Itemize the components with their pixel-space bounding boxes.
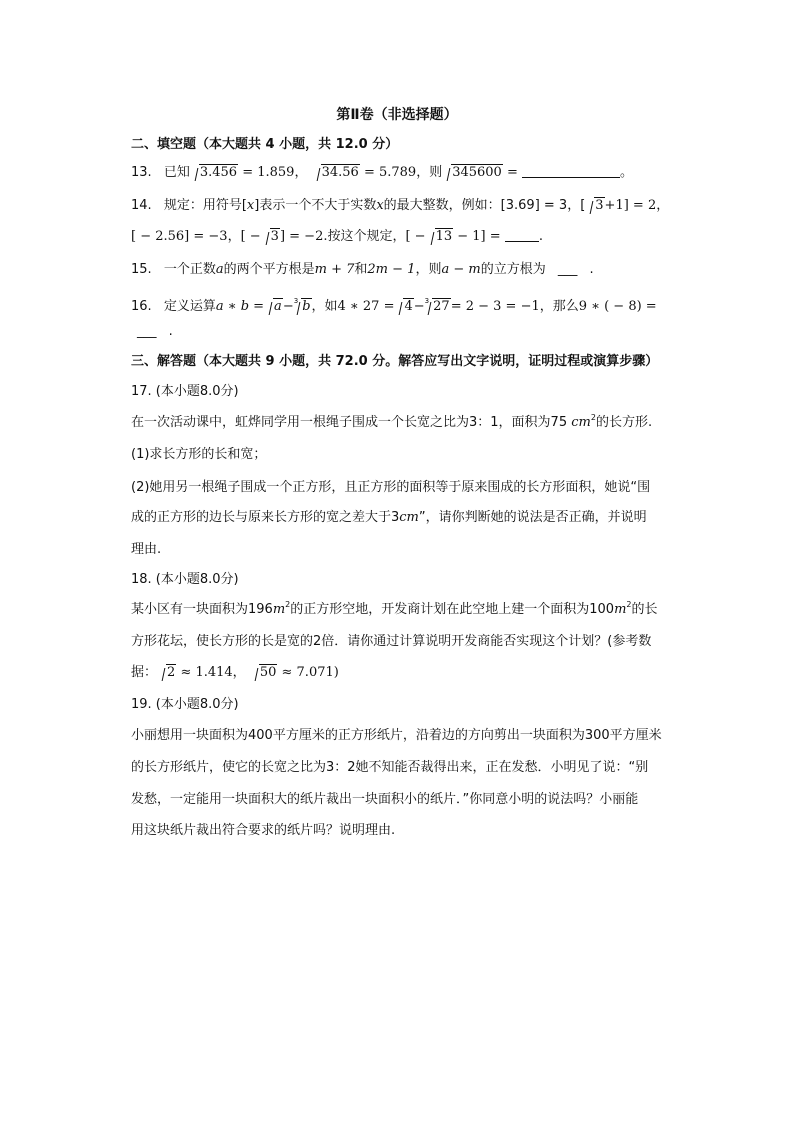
question-14-line-1: 14. 规定：用符号[x]表示一个不大于实数x的最大整数，例如：[3.69] = 3，[ 3+1] = 2， [131, 198, 670, 213]
question-16-line-2: ___ . [137, 324, 173, 339]
section-fill-in-title: 二、填空题（本大题共 4 小题，共 12.0 分） [131, 137, 399, 152]
sqrt-symbol: 3.456 [191, 164, 238, 182]
sqrt-symbol: a [265, 298, 283, 316]
sqrt-symbol: 4 [395, 298, 413, 316]
sqrt-symbol: 345600 [443, 164, 503, 182]
question-18-line-2: 方形花坛，使长方形的长是宽的2倍．请你通过计算说明开发商能否实现这个计划？(参考数 [131, 634, 652, 649]
question-19-line-4: 用这块纸片裁出符合要求的纸片吗？说明理由. [131, 823, 396, 838]
answer-blank [505, 229, 539, 242]
answer-blank [522, 165, 620, 178]
question-14-line-2: [ − 2.56] = −3，[ − 3] = −2.按这个规定，[ − 13 − 1] = . [131, 229, 543, 244]
question-17-header: 17. (本小题8.0分) [131, 384, 239, 399]
question-18-header: 18. (本小题8.0分) [131, 572, 239, 587]
answer-blank: ___ [137, 324, 157, 339]
sqrt-symbol: 13 [427, 228, 454, 246]
question-19-line-3: 发愁，一定能用一块面积大的纸片裁出一块面积小的纸片．”你同意小明的说法吗？小丽能 [131, 792, 639, 807]
question-17-line-1: 在一次活动课中，虹烨同学用一根绳子围成一个长宽之比为3：1，面积为75 $cm^2$的长方形. [131, 413, 653, 430]
question-16-line-1: 16. 定义运算a ∗ b = a−$^3$ b，如4 ∗ 27 = 4−$^3$ 27= 2 − 3 = −1，那么9 ∗ ( − 8) = [131, 297, 657, 314]
part-title: 第Ⅱ卷（非选择题） [336, 107, 458, 123]
sqrt-symbol: 3 [262, 228, 280, 246]
question-17-line-2: (1)求长方形的长和宽； [131, 447, 267, 462]
question-17-line-4: 成的正方形的边长与原来长方形的宽之差大于3cm”，请你判断她的说法是否正确，并说明 [131, 510, 647, 525]
cube-root-symbol: 27 [424, 298, 451, 316]
question-19-header: 19. (本小题8.0分) [131, 697, 239, 712]
sqrt-symbol: 50 [251, 664, 278, 682]
question-19-line-2: 的长方形纸片，使它的长宽之比为3：2她不知能否裁得出来，正在发愁．小明见了说：“别 [131, 760, 649, 775]
sqrt-symbol: 34.56 [313, 164, 360, 182]
sqrt-symbol: 2 [158, 664, 176, 682]
answer-blank: ___ [557, 262, 578, 277]
question-19-line-1: 小丽想用一块面积为400平方厘米的正方形纸片，沿着边的方向剪出一块面积为300平方厘米 [131, 728, 662, 743]
question-15: 15. 一个正数a的两个平方根是m + 7和2m − 1，则a − m的立方根为 ___ . [131, 262, 594, 277]
question-13: 13. 已知 3.456 = 1.859， 34.56 = 5.789，则 345600 = 。 [131, 165, 634, 180]
question-17-line-3: (2)她用另一根绳子围成一个正方形，且正方形的面积等于原来围成的长方形面积，她说“围 [131, 480, 651, 495]
question-18-line-3: 据： 2 ≈ 1.414， 50 ≈ 7.071) [131, 665, 339, 680]
question-17-line-5: 理由. [131, 542, 162, 557]
question-18-line-1: 某小区有一块面积为$196m^2$的正方形空地，开发商计划在此空地上建一个面积为$100m^2$的长 [131, 600, 658, 617]
sqrt-symbol: 3 [586, 197, 604, 215]
cube-root-symbol: b [293, 298, 311, 316]
section-answer-title: 三、解答题（本大题共 9 小题，共 72.0 分。解答应写出文字说明，证明过程或演算步骤） [131, 354, 659, 369]
